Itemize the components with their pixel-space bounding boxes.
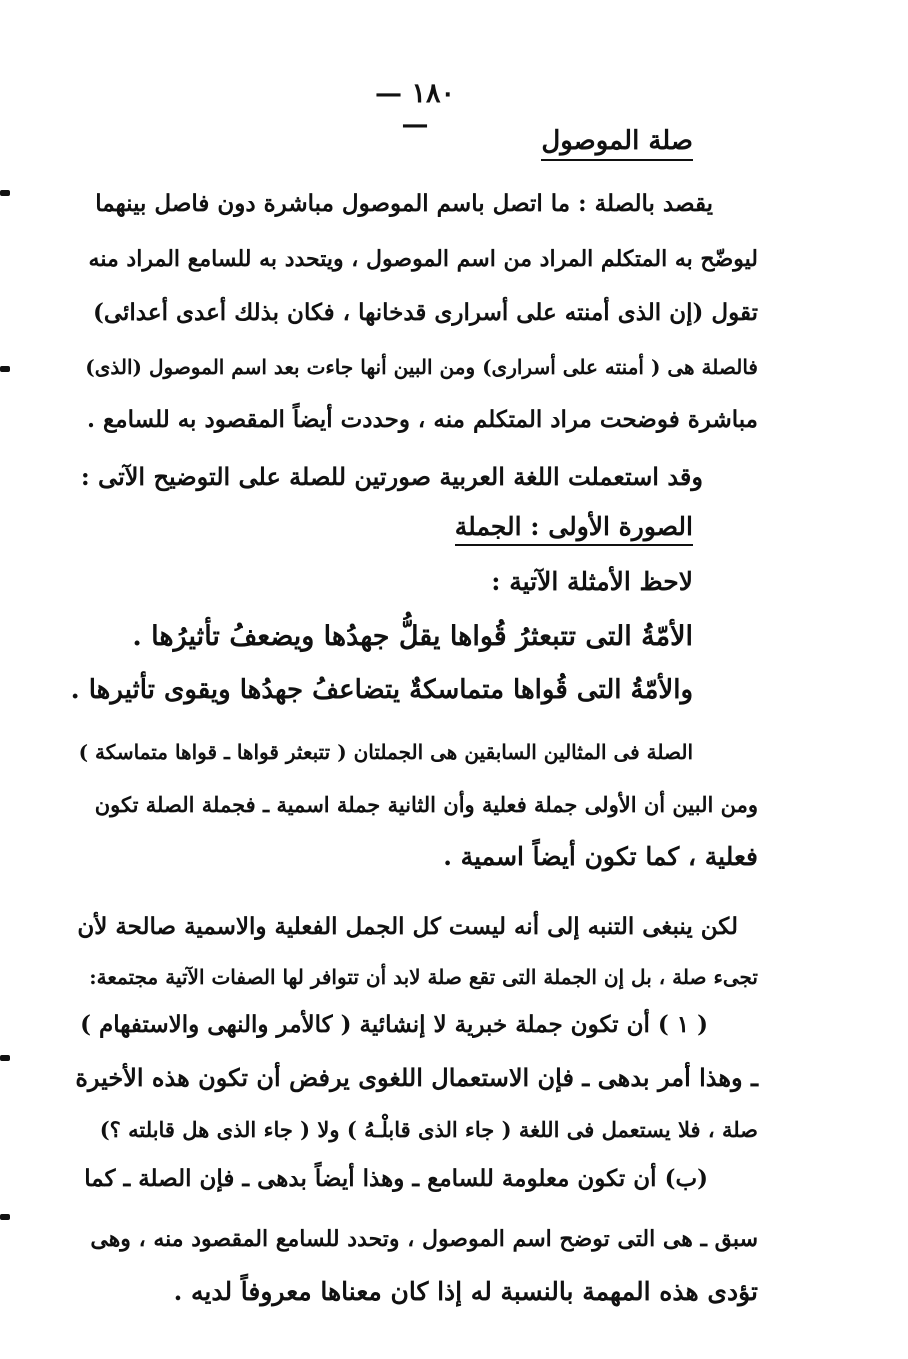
text-line: تؤدى هذه المهمة بالنسبة له إذا كان معناها معروفاً لديه . (173, 1277, 758, 1306)
text-line: ـ وهذا أمر بدهى ـ فإن الاستعمال اللغوى يرفض أن تكون هذه الأخيرة (75, 1063, 758, 1092)
text-line: سبق ـ هى التى توضح اسم الموصول ، وتحدد للسامع المقصود منه ، وهى (90, 1226, 758, 1252)
example-sentence: الأمّةُ التى تتبعثرُ قُواها يقلُّ جهدُها ويضعفُ تأثيرُها . (132, 621, 693, 652)
text-line: (ب) أن تكون معلومة للسامع ـ وهذا أيضاً بدهى ـ فإن الصلة ـ كما (84, 1165, 708, 1192)
binding-mark (0, 366, 10, 372)
text-line: يقصد بالصلة : ما اتصل باسم الموصول مباشرة دون فاصل بينهما (95, 190, 713, 217)
page-number: — ١٨٠ — (375, 78, 455, 140)
text-line: لكن ينبغى التنبه إلى أنه ليست كل الجمل الفعلية والاسمية صالحة لأن (77, 913, 738, 940)
subheading: الصورة الأولى : الجملة (455, 512, 693, 546)
binding-mark (0, 1214, 10, 1220)
example-sentence: والأمّةُ التى قُواها متماسكةٌ يتضاعفُ جهدُها ويقوى تأثيرها . (70, 675, 693, 705)
text-line: ( ١ ) أن تكون جملة خبرية لا إنشائية ( كالأمر والنهى والاستفهام ) (80, 1011, 708, 1038)
text-line: تقول (إن الذى أمنته على أسرارى قدخانها ، فكان بذلك أعدى أعدائى) (92, 299, 758, 326)
text-line: فالصلة هى ( أمنته على أسرارى) ومن البين أنها جاءت بعد اسم الموصول (الذى) (85, 355, 758, 379)
binding-mark (0, 190, 10, 196)
text-line: ومن البين أن الأولى جملة فعلية وأن الثانية جملة اسمية ـ فجملة الصلة تكون (94, 792, 758, 817)
text-line: مباشرة فوضحت مراد المتكلم منه ، وحددت أيضاً المقصود به للسامع . (87, 406, 758, 433)
text-line: ليوضّح به المتكلم المراد من اسم الموصول ، ويتحدد به للسامع المراد منه (88, 246, 758, 272)
binding-mark (0, 1055, 10, 1061)
text-line: الصلة فى المثالين السابقين هى الجملتان ( تتبعثر قواها ـ قواها متماسكة ) (78, 740, 693, 764)
text-line: تجىء صلة ، بل إن الجملة التى تقع صلة لابد أن تتوافر لها الصفات الآتية مجتمعة: (89, 965, 758, 989)
text-line: فعلية ، كما تكون أيضاً اسمية . (443, 842, 758, 871)
text-line: وقد استعملت اللغة العربية صورتين للصلة على التوضيح الآتى : (80, 462, 703, 491)
examples-label: لاحظ الأمثلة الآتية : (491, 567, 693, 596)
text-line: صلة ، فلا يستعمل فى اللغة ( جاء الذى قابلْـهُ ) ولا ( جاء الذى هل قابلته ؟) (99, 1117, 758, 1142)
section-title: صلة الموصول (541, 126, 693, 161)
